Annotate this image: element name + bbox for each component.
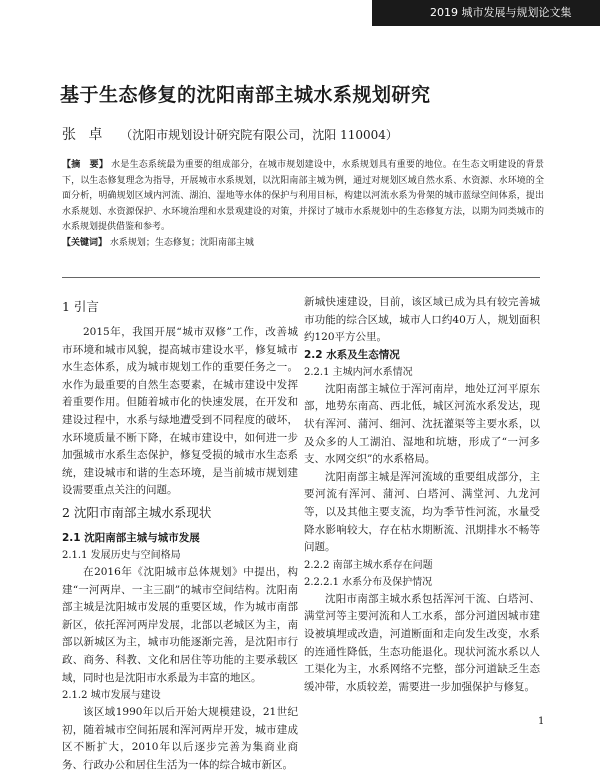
subsection-heading: 2.1 沈阳南部主城与城市发展 xyxy=(62,531,200,544)
paragraph: 沈阳南部主城位于浑河南岸，地处辽河平原东部，地势东南高、西北低，城区河流水系发达，现状有浑河、蒲河、细河、沈抚灌渠等主要水系，以及众多的人工湖泊、湿地和坑塘，形成了“一河多支、水网交织”的水系格局。 xyxy=(304,382,540,466)
left-column xyxy=(62,294,298,774)
running-header xyxy=(372,0,600,26)
subsubsection-heading: 2.1.1 发展历史与空间格局 xyxy=(62,549,181,561)
section-heading-status: 2 沈阳市南部主城水系现状 xyxy=(62,504,212,520)
subsubsection-heading: 2.2.2.1 水系分布及保护情况 xyxy=(304,576,433,588)
abstract-label: 【摘 要】 xyxy=(62,160,109,170)
paragraph: 沈阳市南部主城水系包括浑河干流、白塔河、满堂河等主要河流和人工水系，部分河道因城市建设被填埋或改造，河道断面和走向发生改变，水系的连通性降低，生态功能退化。现状河流水系以人工渠化为主，水系网络不完整，部分河道缺乏生态缓冲带，水质较差，需要进一步加强保护与修复。 xyxy=(304,592,540,693)
author-name: 张 卓 xyxy=(62,127,107,143)
section-heading-intro: 1 引言 xyxy=(62,299,99,314)
paragraph: 沈阳南部主城是浑河流域的重要组成部分，主要河流有浑河、蒲河、白塔河、满堂河、九龙河等，以及其他主要支流，均为季节性河流，水量受降水影响较大，存在枯水期断流、汛期排水不畅等问题。 xyxy=(304,470,540,554)
subsubsection-heading: 2.2.1 主城内河水系情况 xyxy=(304,366,413,378)
paper-title: 基于生态修复的沈阳南部主城水系规划研究 xyxy=(60,84,431,106)
divider xyxy=(62,277,540,278)
paragraph: 新城快速建设，目前，该区域已成为具有较完善城市功能的综合区域，城市人口约40万人，规划面积约120平方公里。 xyxy=(304,296,540,344)
abstract-text: 水是生态系统最为重要的组成部分，在城市规划建设中，水系规划具有重要的地位。在生态文明建设的背景下，以生态修复理念为指导，开展城市水系规划，以沈阳南部主城为例，通过对规划区域自然水系、水资源、水环境的全面分析，明确规划区域内河流、湖泊、湿地等水体的保护与利用目标，构建以河流水系为骨架的城市蓝绿空间体系，提出水系规划、水资源保护、水环境治理和水景观建设的对策，并探讨了城市水系规划中的生态修复方法，以期为同类城市的水系规划提供借鉴和参考。 xyxy=(62,160,544,232)
page-number: 1 xyxy=(538,716,545,727)
abstract xyxy=(62,158,544,251)
right-column xyxy=(304,294,540,696)
subsection-heading: 2.2 水系及生态情况 xyxy=(304,348,400,361)
paragraph: 2015年，我国开展“城市双修”工作，改善城市环境和城市风貌，提高城市建设水平，修复城市水生态体系，成为城市规划工作的重要任务之一。水作为最重要的自然生态要素，在城市建设中发挥着重要作用。但随着城市化的快速发展，在开发和建设过程中，水系与绿地遭受到不同程度的破坏，水环境质量不断下降，在城市建设中，如何进一步加强城市水系生态保护，修复受损的城市水生态系统，建设城市和谐的生态环境，是当前城市规划建设需要重点关注的问题。 xyxy=(62,326,298,497)
keywords-label: 【关键词】 xyxy=(62,237,108,248)
subsubsection-heading: 2.1.2 城市发展与建设 xyxy=(62,690,161,702)
subsubsection-heading: 2.2.2 南部主城水系存在问题 xyxy=(304,559,433,571)
paragraph: 该区域1990年以后开始大规模建设，21世纪初，随着城市空间拓展和浑河两岸开发，城市建成区不断扩大，2010年以后逐步完善为集商业商务、行政办公和居住生活为一体的综合城市新区。 xyxy=(62,706,298,771)
running-title: 2019 城市发展与规划论文集 xyxy=(430,6,572,19)
keywords xyxy=(62,236,544,252)
byline xyxy=(62,124,562,144)
keywords-text: 水系规划；生态修复；沈阳南部主城 xyxy=(109,237,254,248)
author-affiliation: （沈阳市规划设计研究院有限公司，沈阳 110004） xyxy=(120,128,398,142)
paragraph: 在2016年《沈阳城市总体规划》中提出，构建“一河两岸、一主三副”的城市空间结构。沈阳南部主城是沈阳城市发展的重要区域，作为城市南部新区，依托浑河两岸发展，北部以老城区为主，南部以新城区为主，城市功能逐渐完善，是沈阳市行政、商务、科教、文化和居住等功能的主要承载区域，同时也是沈阳市水系最为丰富的地区。 xyxy=(62,565,298,684)
